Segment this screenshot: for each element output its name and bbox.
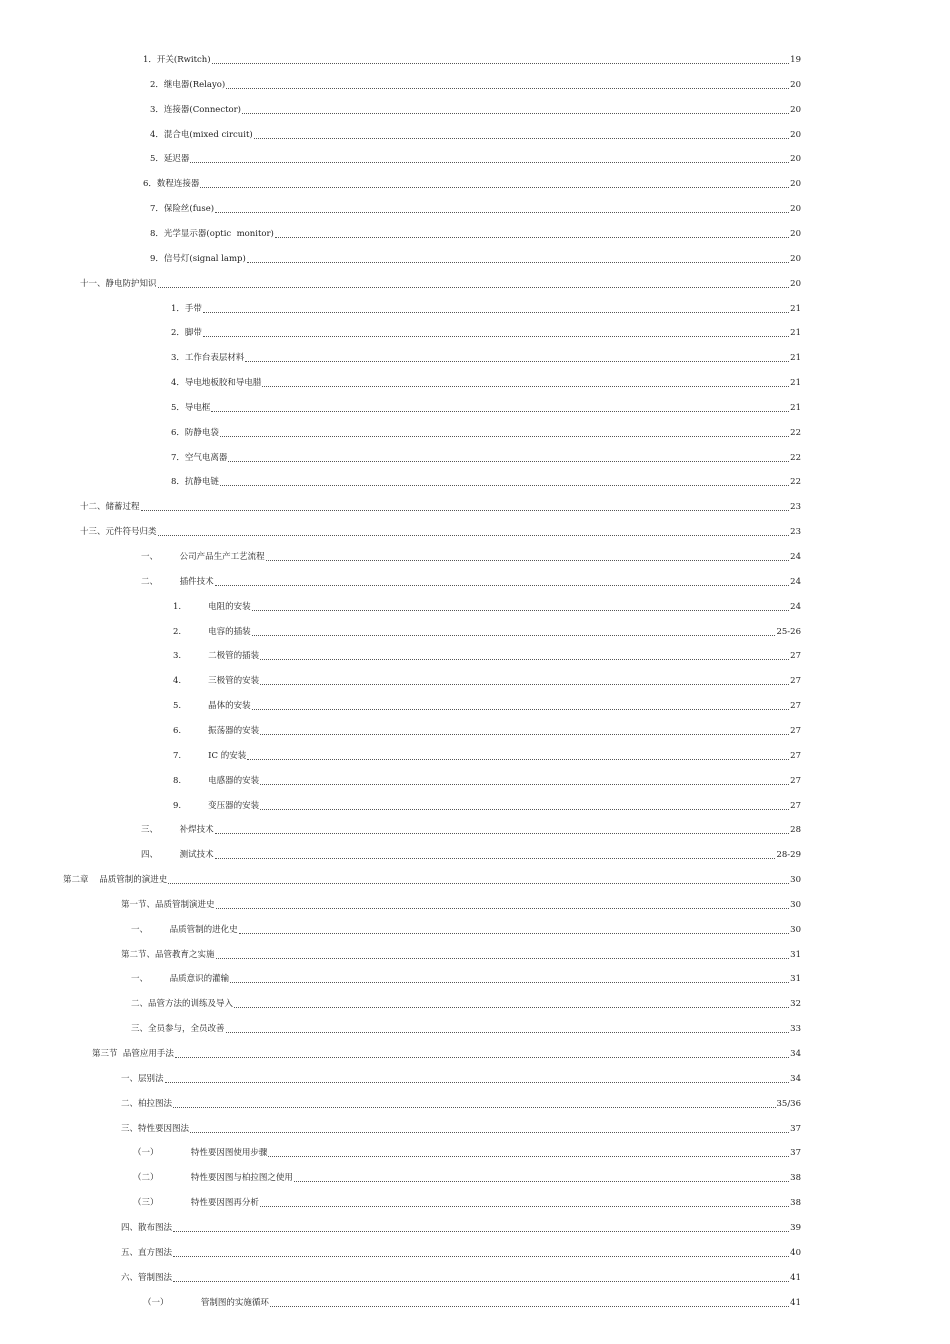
toc-leader-dots — [268, 1156, 789, 1157]
toc-leader-dots — [270, 1306, 789, 1307]
toc-leader-dots — [141, 510, 790, 511]
toc-entry-page: 21 — [790, 353, 801, 364]
toc-entry[interactable] — [121, 1121, 801, 1135]
toc-entry-page: 34 — [790, 1073, 801, 1084]
toc-leader-dots — [242, 113, 789, 114]
toc-entry-page: 24 — [790, 576, 801, 587]
toc-leader-dots — [215, 833, 790, 834]
toc-leader-dots — [220, 485, 789, 486]
toc-entry-page: 41 — [790, 1297, 801, 1308]
toc-entry-title: 十三、元件符号归类 — [80, 527, 157, 538]
toc-entry-page: 31 — [790, 949, 801, 960]
toc-entry-title: 9. 变压器的安装 — [173, 800, 260, 811]
toc-entry-title: 二、品管方法的训练及导入 — [131, 999, 234, 1010]
toc-entry[interactable] — [150, 151, 801, 165]
toc-entry[interactable] — [173, 748, 801, 762]
toc-entry[interactable] — [121, 1270, 801, 1284]
toc-entry-title: 9．信号灯(signal lamp) — [150, 253, 246, 264]
toc-leader-dots — [230, 982, 789, 983]
toc-leader-dots — [252, 610, 790, 611]
toc-entry-page: 21 — [790, 303, 801, 314]
toc-entry[interactable] — [141, 574, 801, 588]
toc-entry-title: 二、柏拉图法 — [121, 1098, 173, 1109]
toc-leader-dots — [234, 1007, 789, 1008]
toc-entry-title: 第一节、品质管制演进史 — [121, 899, 215, 910]
toc-entry-title: 7．保险丝(fuse) — [150, 204, 215, 215]
toc-entry-title: 4．混合电(mixed circuit) — [150, 129, 253, 140]
toc-entry-title: 8．光学显示器(optic monitor) — [150, 228, 274, 239]
toc-entry-title: 3. 二极管的插装 — [173, 651, 260, 662]
toc-entry[interactable] — [63, 872, 801, 886]
toc-entry-page: 32 — [790, 999, 801, 1010]
toc-entry[interactable] — [173, 773, 801, 787]
toc-entry[interactable] — [173, 673, 801, 687]
toc-leader-dots — [158, 535, 790, 536]
toc-entry[interactable] — [143, 176, 801, 190]
toc-entry-page: 35/36 — [776, 1098, 801, 1109]
toc-entry-title: 3．工作台表层材料 — [171, 353, 245, 364]
toc-leader-dots — [168, 883, 789, 884]
toc-entry[interactable] — [80, 276, 801, 290]
toc-entry-page: 23 — [790, 502, 801, 513]
toc-entry[interactable] — [80, 499, 801, 513]
toc-leader-dots — [275, 237, 789, 238]
toc-entry-title: 三、全员参与，全员改善 — [131, 1024, 225, 1035]
toc-entry-title: （二） 特性要因图与柏拉图之使用 — [133, 1173, 293, 1184]
toc-entry[interactable] — [150, 226, 801, 240]
toc-leader-dots — [226, 1032, 790, 1033]
toc-entry-title: 5．导电框 — [171, 402, 211, 413]
toc-leader-dots — [260, 1206, 789, 1207]
toc-entry[interactable] — [131, 971, 801, 985]
toc-entry[interactable] — [121, 897, 801, 911]
toc-entry[interactable] — [150, 251, 801, 265]
toc-entry-title: 一、 品质意识的灌输 — [131, 974, 230, 985]
toc-entry-page: 24 — [790, 552, 801, 562]
toc-entry-title: 一、 公司产品生产工艺流程 — [141, 552, 265, 562]
toc-entry-title: 三、特性要因图法 — [121, 1123, 190, 1134]
toc-entry-page: 38 — [790, 1173, 801, 1184]
toc-entry[interactable] — [92, 1046, 801, 1060]
toc-entry-title: 8．抗静电链 — [171, 477, 219, 488]
toc-entry-page: 22 — [790, 427, 801, 438]
toc-leader-dots — [260, 659, 789, 660]
toc-entry[interactable] — [133, 1170, 801, 1184]
toc-entry-page: 20 — [790, 253, 801, 264]
toc-entry[interactable] — [173, 723, 801, 737]
toc-entry[interactable] — [121, 1096, 801, 1110]
toc-entry[interactable] — [171, 474, 801, 488]
toc-leader-dots — [158, 287, 790, 288]
toc-entry-page: 19 — [790, 55, 801, 65]
toc-entry[interactable] — [173, 599, 801, 613]
toc-entry-page: 20 — [790, 278, 801, 289]
toc-leader-dots — [260, 809, 789, 810]
toc-entry-title: 2．继电器(Relayo) — [150, 79, 226, 90]
toc-entry-title: 6．数程连接器 — [143, 179, 200, 190]
toc-entry[interactable] — [141, 822, 801, 836]
toc-entry-page: 33 — [790, 1024, 801, 1035]
toc-leader-dots — [173, 1281, 789, 1282]
toc-entry-page: 21 — [790, 328, 801, 339]
toc-leader-dots — [165, 1082, 790, 1083]
toc-leader-dots — [173, 1231, 789, 1232]
toc-entry[interactable] — [173, 648, 801, 662]
toc-entry-page: 20 — [790, 79, 801, 90]
toc-entry[interactable] — [121, 1245, 801, 1259]
toc-entry[interactable] — [141, 549, 801, 563]
toc-entry-page: 22 — [790, 452, 801, 463]
toc-entry-page: 20 — [790, 179, 801, 190]
toc-entry-title: 4. 三极管的安装 — [173, 676, 260, 687]
toc-entry[interactable] — [150, 77, 801, 91]
toc-leader-dots — [190, 1132, 789, 1133]
toc-entry-title: 1. 电阻的安装 — [173, 601, 251, 612]
toc-entry-page: 30 — [790, 875, 801, 886]
toc-entry-title: 第二章 品质管制的演进史 — [63, 875, 168, 886]
toc-leader-dots — [211, 411, 789, 412]
toc-entry-page: 27 — [790, 651, 801, 662]
toc-leader-dots — [260, 784, 789, 785]
toc-entry-page: 34 — [790, 1049, 801, 1059]
toc-leader-dots — [247, 759, 789, 760]
toc-entry[interactable] — [143, 1295, 801, 1309]
toc-entry[interactable] — [131, 996, 801, 1010]
toc-entry-page: 20 — [790, 228, 801, 239]
toc-entry[interactable] — [171, 375, 801, 389]
toc-entry-title: 一、 品质管制的进化史 — [131, 924, 238, 935]
toc-entry[interactable] — [171, 350, 801, 364]
toc-entry-title: 第三节 品管应用手法 — [92, 1049, 174, 1059]
toc-entry-title: 第二节、品管教育之实施 — [121, 949, 215, 960]
toc-leader-dots — [254, 138, 789, 139]
toc-entry-page: 27 — [790, 800, 801, 811]
toc-entry[interactable] — [171, 400, 801, 414]
toc-leader-dots — [252, 709, 790, 710]
toc-leader-dots — [190, 162, 789, 163]
toc-leader-dots — [266, 560, 790, 561]
toc-leader-dots — [262, 386, 789, 387]
toc-entry-page: 24 — [790, 601, 801, 612]
toc-entry-title: （三） 特性要因图再分析 — [133, 1198, 259, 1209]
toc-entry-page: 21 — [790, 402, 801, 413]
toc-entry[interactable] — [141, 847, 801, 861]
toc-leader-dots — [173, 1256, 789, 1257]
toc-entry-page: 30 — [790, 924, 801, 935]
toc-entry-page: 20 — [790, 104, 801, 115]
toc-entry-title: 二、 插件技术 — [141, 576, 214, 587]
toc-entry-title: 6. 振荡器的安装 — [173, 725, 260, 736]
toc-leader-dots — [175, 1057, 789, 1058]
toc-entry-page: 27 — [790, 725, 801, 736]
toc-entry-title: 3．连接器(Connector) — [150, 104, 241, 115]
toc-leader-dots — [294, 1181, 789, 1182]
toc-leader-dots — [203, 336, 789, 337]
toc-entry-page: 23 — [790, 527, 801, 538]
toc-entry-page: 20 — [790, 129, 801, 140]
toc-leader-dots — [200, 187, 789, 188]
toc-leader-dots — [252, 635, 776, 636]
toc-entry[interactable] — [171, 301, 801, 315]
toc-entry-page: 41 — [790, 1272, 801, 1283]
toc-entry-page: 27 — [790, 750, 801, 761]
toc-entry-title: 十一、静电防护知识 — [80, 278, 157, 289]
toc-entry-title: 7．空气电离器 — [171, 452, 228, 463]
toc-leader-dots — [228, 461, 789, 462]
toc-entry[interactable] — [80, 524, 801, 538]
toc-entry[interactable] — [171, 450, 801, 464]
toc-entry-page: 30 — [790, 899, 801, 910]
toc-entry-title: 六、管制图法 — [121, 1272, 173, 1283]
toc-entry[interactable] — [131, 1021, 801, 1035]
toc-entry[interactable] — [121, 947, 801, 961]
toc-entry-page: 20 — [790, 154, 801, 165]
toc-entry-title: 四、散布图法 — [121, 1222, 173, 1233]
toc-entry-page: 28 — [790, 825, 801, 836]
toc-entry-title: 三、 补焊技术 — [141, 825, 214, 836]
toc-entry[interactable] — [131, 922, 801, 936]
toc-entry-page: 39 — [790, 1222, 801, 1233]
toc-entry-page: 37 — [790, 1123, 801, 1134]
toc-entry[interactable] — [121, 1071, 801, 1085]
toc-entry[interactable] — [150, 102, 801, 116]
toc-entry-title: （一） 管制图的实施循环 — [143, 1297, 269, 1308]
toc-entry[interactable] — [173, 798, 801, 812]
toc-leader-dots — [220, 436, 789, 437]
toc-entry-page: 22 — [790, 477, 801, 488]
toc-entry-page: 40 — [790, 1247, 801, 1258]
toc-entry-page: 37 — [790, 1148, 801, 1159]
toc-leader-dots — [173, 1107, 775, 1108]
toc-entry[interactable] — [171, 425, 801, 439]
toc-entry-title: 1．手带 — [171, 303, 202, 314]
toc-leader-dots — [215, 858, 776, 859]
toc-entry-page: 28-29 — [776, 850, 801, 861]
toc-entry-page: 31 — [790, 974, 801, 985]
toc-entry-title: 7. IC 的安装 — [173, 750, 247, 761]
toc-entry-page: 21 — [790, 378, 801, 389]
toc-leader-dots — [260, 684, 789, 685]
toc-entry-title: 5．延迟器 — [150, 154, 190, 165]
toc-leader-dots — [215, 585, 790, 586]
toc-entry[interactable] — [150, 201, 801, 215]
toc-entry-title: 十二、储蓄过程 — [80, 502, 140, 513]
toc-entry-title: 2. 电容的插装 — [173, 626, 251, 637]
toc-leader-dots — [260, 734, 789, 735]
toc-entry-page: 27 — [790, 676, 801, 687]
toc-entry[interactable] — [143, 52, 801, 66]
toc-entry[interactable] — [173, 624, 801, 638]
toc-leader-dots — [245, 361, 789, 362]
toc-entry[interactable] — [150, 127, 801, 141]
toc-entry[interactable] — [133, 1195, 801, 1209]
toc-entry-title: 2．脚带 — [171, 328, 202, 339]
toc-leader-dots — [239, 933, 790, 934]
toc-leader-dots — [216, 908, 790, 909]
toc-entry-title: 一、层别法 — [121, 1073, 164, 1084]
toc-entry-page: 38 — [790, 1198, 801, 1209]
toc-leader-dots — [247, 262, 789, 263]
toc-entry[interactable] — [171, 325, 801, 339]
toc-entry-page: 27 — [790, 775, 801, 786]
toc-leader-dots — [216, 958, 790, 959]
toc-entry[interactable] — [133, 1145, 801, 1159]
toc-entry-title: 6．防静电袋 — [171, 427, 219, 438]
toc-entry-title: 四、 测试技术 — [141, 850, 214, 861]
toc-entry-title: 5. 晶体的安装 — [173, 701, 251, 712]
toc-entry-title: 五、直方图法 — [121, 1247, 173, 1258]
toc-entry[interactable] — [173, 698, 801, 712]
toc-entry-title: （一） 特性要因图使用步骤 — [133, 1148, 268, 1159]
toc-entry-page: 20 — [790, 204, 801, 215]
toc-entry-page: 25-26 — [776, 626, 801, 637]
toc-entry-page: 27 — [790, 701, 801, 712]
toc-entry-title: 4．导电地板胶和导电腊 — [171, 378, 262, 389]
toc-entry-title: 8. 电感器的安装 — [173, 775, 260, 786]
toc-leader-dots — [203, 312, 789, 313]
toc-leader-dots — [212, 63, 790, 64]
toc-leader-dots — [215, 212, 789, 213]
toc-leader-dots — [226, 88, 789, 89]
toc-entry[interactable] — [121, 1220, 801, 1234]
toc-entry-title: 1．开关(Rwitch) — [143, 55, 211, 65]
